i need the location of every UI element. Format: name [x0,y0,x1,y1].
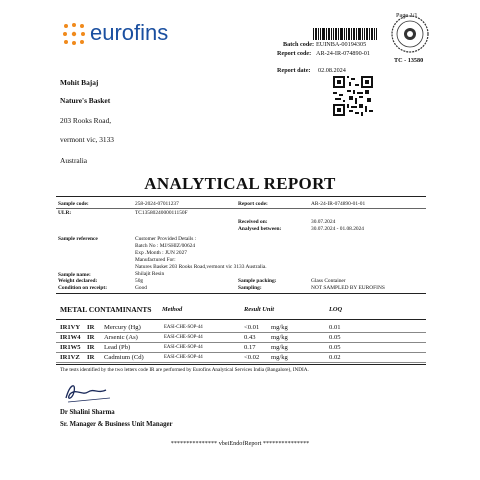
metal-name: Cadmium (Cd) [104,354,144,361]
report-date-label: Report date: [277,67,311,74]
metal-code: IR1W4 [60,334,81,341]
customer-name: Mohit Bajaj [60,78,99,87]
page-number: Page 1/1 [396,12,418,19]
end-of-report: *************** vbeiEndofReport *************** [170,440,310,447]
metal-code: IR1VY [60,324,81,331]
metal-method: EASI-CHE-SOP-44 [164,335,203,340]
signatory-name: Dr Shalini Sharma [60,409,115,416]
metals-column-result: Result Unit [244,306,275,313]
signatory-title: Sr. Manager & Business Unit Manager [60,421,173,428]
batch-code-label: Batch code: [283,41,315,48]
metals-heading: METAL CONTAMINANTS [60,305,152,314]
title-divider [56,196,426,197]
barcode [313,27,377,39]
metal-name: Mercury (Hg) [104,324,141,331]
metal-result: <0.01 [244,324,260,331]
tc-number: TC - 13580 [394,57,424,64]
metal-method: EASI-CHE-SOP-44 [164,325,203,330]
metal-loq: 0.05 [329,344,341,351]
metal-lab: IR [87,324,95,331]
eurofins-wordmark: eurofins [90,20,169,45]
eurofins-logo-icon [62,22,86,46]
report-title: ANALYTICAL REPORT [144,174,336,193]
customer-address-line1: 203 Rooks Road, [60,116,112,125]
metals-header-divider [56,319,426,320]
metal-unit: mg/kg [271,334,288,341]
qr-code [333,76,373,116]
customer-country: Australia [60,156,88,165]
report-code-value: AR-24-IR-074890-01 [316,50,370,57]
metals-column-loq: LOQ [329,306,343,313]
metal-name: Lead (Pb) [104,344,131,351]
metal-loq: 0.02 [329,354,341,361]
accreditation-seal-icon [390,14,430,54]
customer-address-line2: vermont vic, 3133 [60,135,114,144]
metal-lab: IR [87,334,95,341]
details-divider [56,293,426,294]
metal-code: IR1W5 [60,344,81,351]
metal-result: 0.43 [244,334,256,341]
metal-lab: IR [87,354,95,361]
row-divider [56,362,426,363]
metal-result: 0.17 [244,344,256,351]
metal-unit: mg/kg [271,344,288,351]
metal-unit: mg/kg [271,324,288,331]
customer-company: Nature's Basket [60,96,111,105]
report-code-label: Report code: [277,50,312,57]
metals-column-method: Method [162,306,183,313]
signature-image [60,378,116,406]
metal-name: Arsenic (As) [104,334,138,341]
batch-code-value: EUINBA-00194305 [316,41,367,48]
metal-code: IR1VZ [60,354,80,361]
metal-result: <0.02 [244,354,260,361]
detail-divider [56,208,426,209]
report-date-value: 02.08.2024 [318,67,346,74]
metal-unit: mg/kg [271,354,288,361]
metal-method: EASI-CHE-SOP-44 [164,345,203,350]
metal-method: EASI-CHE-SOP-44 [164,355,203,360]
metal-loq: 0.05 [329,334,341,341]
metals-note: The tests identified by the two letters code IR are performed by Eurofins Analytical Services India (Bangalore), INDIA. [60,367,309,373]
metal-loq: 0.01 [329,324,341,331]
metal-lab: IR [87,344,95,351]
metals-bottom-divider [56,364,426,365]
